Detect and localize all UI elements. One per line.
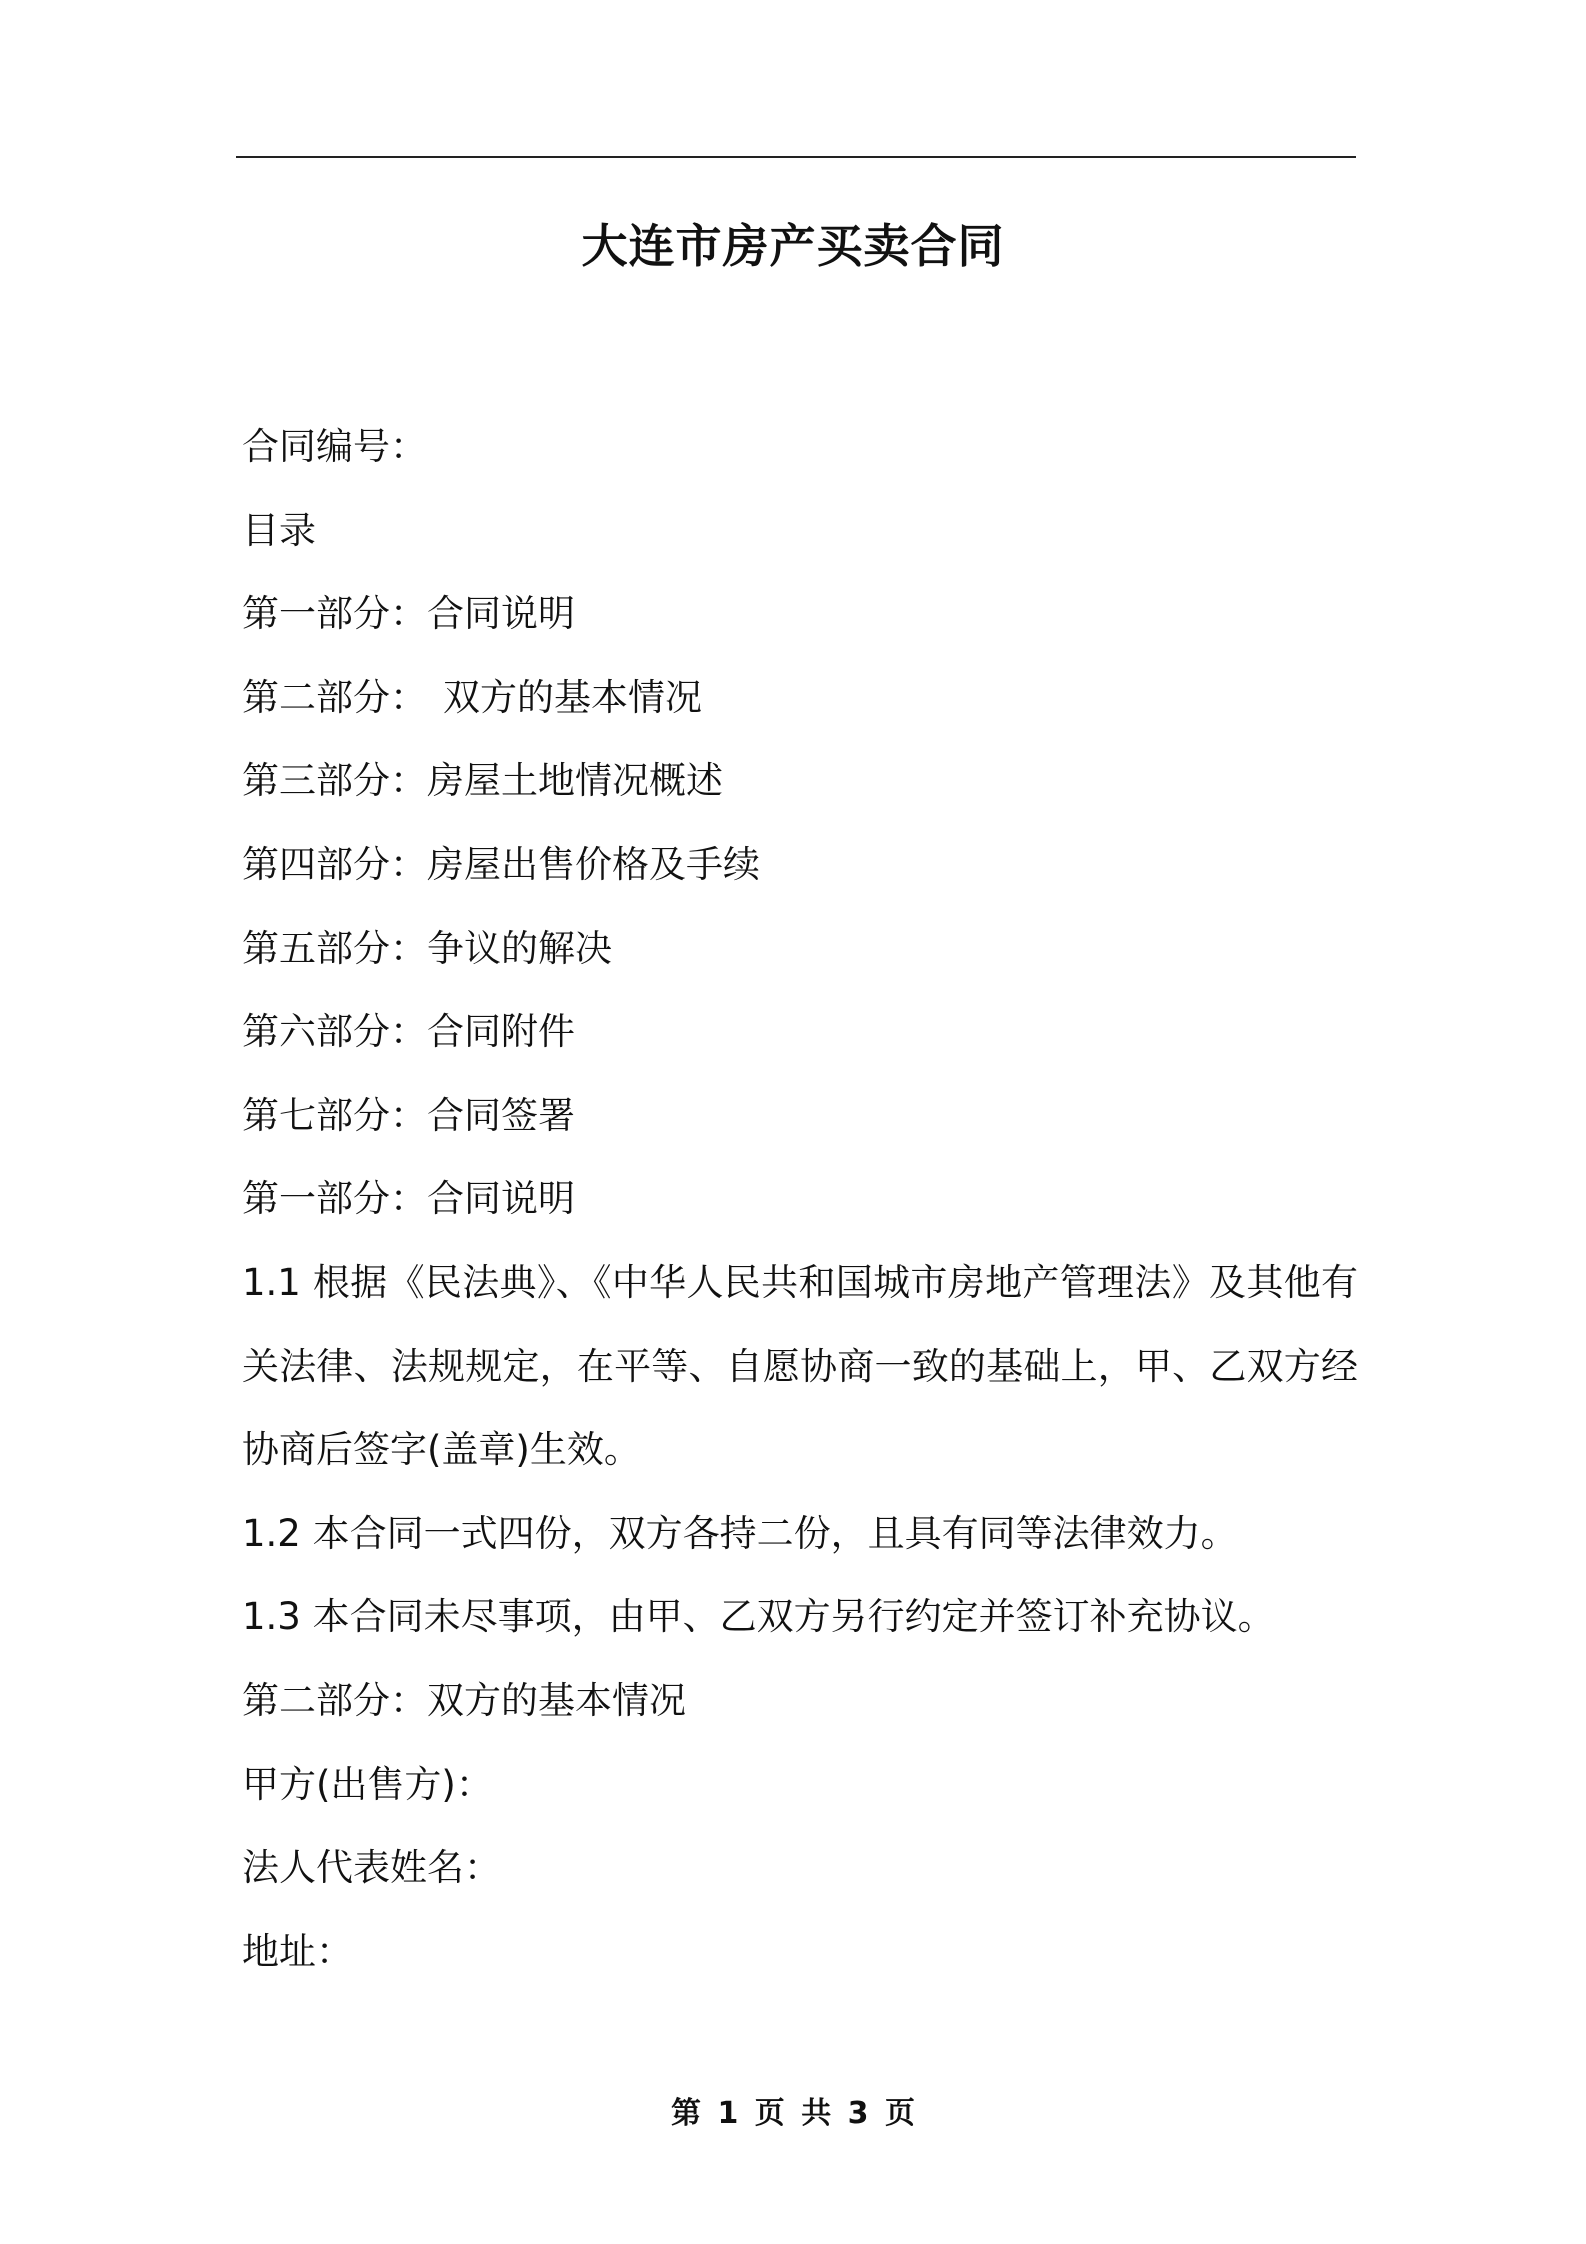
page-number-footer: 第 1 页 共 3 页: [671, 2096, 915, 2131]
section-1-heading: 第一部分：合同说明: [242, 1177, 575, 1221]
toc-item-part-3: 第三部分：房屋土地情况概述: [242, 759, 723, 803]
document-title: 大连市房产买卖合同: [581, 219, 1005, 273]
toc-item-part-2: [242, 656, 1358, 740]
document-body: [242, 405, 1358, 1993]
toc-item-part-2-label: 第二部分：: [242, 675, 427, 719]
toc-item-part-4: 第四部分：房屋出售价格及手续: [242, 842, 760, 886]
toc-item-part-1: 第一部分：合同说明: [242, 592, 575, 636]
address-label: 地址：: [242, 1929, 353, 1973]
clause-1-1: 1.1 根据《民法典》、《中华人民共和国城市房地产管理法》及其他有关法律、法规规定，在平等、自愿协商一致的基础上，甲、乙双方经协商后签字(盖章)生效。: [242, 1260, 1358, 1472]
contract-number-label: 合同编号：: [242, 425, 427, 468]
toc-heading: 目录: [242, 508, 316, 552]
clause-1-3: 1.3 本合同未尽事项，由甲、乙双方另行约定并签订补充协议。: [242, 1595, 1275, 1639]
clause-1-2: 1.2 本合同一式四份，双方各持二份，且具有同等法律效力。: [242, 1511, 1238, 1555]
toc-item-part-6: 第六部分：合同附件: [242, 1010, 575, 1054]
toc-item-part-5: 第五部分：争议的解决: [242, 926, 612, 970]
toc-item-part-7: 第七部分：合同签署: [242, 1093, 575, 1137]
header-rule: [236, 156, 1356, 158]
toc-item-part-2-title: 双方的基本情况: [443, 675, 702, 719]
party-a-label: 甲方(出售方)：: [242, 1762, 493, 1806]
section-2-heading: 第二部分：双方的基本情况: [242, 1678, 686, 1722]
legal-representative-label: 法人代表姓名：: [242, 1846, 501, 1890]
